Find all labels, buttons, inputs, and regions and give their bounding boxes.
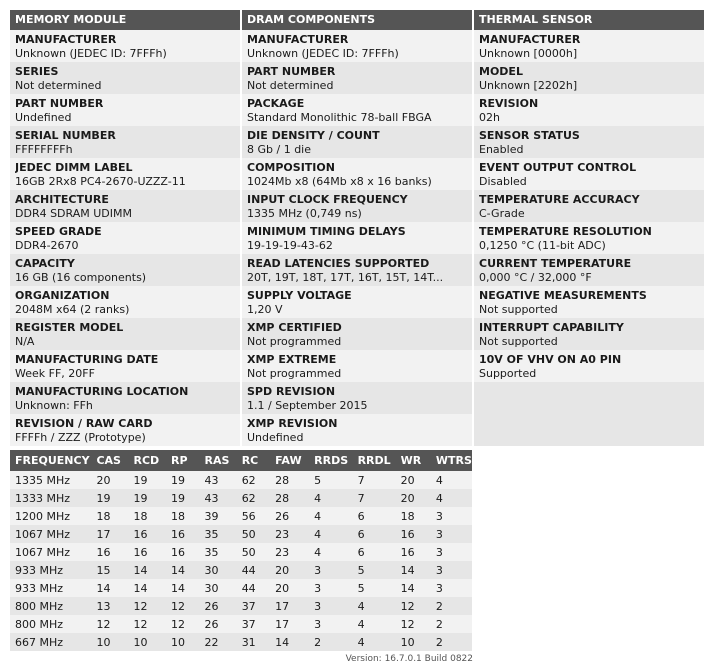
info-row bbox=[474, 350, 704, 382]
info-value: Enabled bbox=[479, 143, 524, 156]
column-header: RC bbox=[237, 450, 270, 471]
table-cell: 10 bbox=[396, 633, 431, 651]
table-cell: 17 bbox=[270, 597, 309, 615]
info-value: Not supported bbox=[479, 335, 558, 348]
table-cell: 23 bbox=[270, 543, 309, 561]
info-label: TEMPERATURE ACCURACY bbox=[479, 193, 640, 206]
memory-module-rows bbox=[10, 30, 240, 446]
info-row bbox=[10, 222, 240, 254]
table-row bbox=[10, 561, 472, 579]
info-label: PART NUMBER bbox=[247, 65, 336, 78]
column-header: RP bbox=[166, 450, 199, 471]
info-value: 2048M x64 (2 ranks) bbox=[15, 303, 130, 316]
table-cell: 20 bbox=[270, 561, 309, 579]
table-cell: 18 bbox=[128, 507, 166, 525]
table-row bbox=[10, 471, 472, 489]
info-label: READ LATENCIES SUPPORTED bbox=[247, 257, 430, 270]
info-value: Not programmed bbox=[247, 335, 342, 348]
table-cell: 16 bbox=[396, 543, 431, 561]
table-cell: 4 bbox=[353, 597, 396, 615]
table-cell: 2 bbox=[309, 633, 352, 651]
info-row bbox=[474, 30, 704, 62]
table-cell: 20 bbox=[91, 471, 128, 489]
info-value: 1,20 V bbox=[247, 303, 283, 316]
table-cell: 12 bbox=[128, 615, 166, 633]
table-cell: 19 bbox=[91, 489, 128, 507]
table-cell: 16 bbox=[128, 525, 166, 543]
column-header: FREQUENCY bbox=[10, 450, 91, 471]
column-header: FAW bbox=[270, 450, 309, 471]
info-label: XMP REVISION bbox=[247, 417, 338, 430]
table-cell: 6 bbox=[353, 507, 396, 525]
column-header: WR bbox=[396, 450, 431, 471]
table-cell: 3 bbox=[431, 507, 472, 525]
table-cell: 19 bbox=[166, 489, 199, 507]
info-row bbox=[10, 318, 240, 350]
table-cell: 4 bbox=[431, 471, 472, 489]
info-label: ARCHITECTURE bbox=[15, 193, 109, 206]
info-value: 0,000 °C / 32,000 °F bbox=[479, 271, 592, 284]
table-cell: 62 bbox=[237, 471, 270, 489]
table-cell: 5 bbox=[309, 471, 352, 489]
version-label: Version: 16.7.0.1 Build 0822 bbox=[345, 654, 473, 664]
table-cell: 4 bbox=[353, 633, 396, 651]
table-cell: 16 bbox=[91, 543, 128, 561]
info-value: FFFFh / ZZZ (Prototype) bbox=[15, 431, 146, 444]
table-cell: 800 MHz bbox=[10, 597, 91, 615]
table-cell: 16 bbox=[166, 543, 199, 561]
timing-table bbox=[10, 450, 472, 651]
table-cell: 4 bbox=[353, 615, 396, 633]
dram-components-rows bbox=[242, 30, 472, 446]
info-row bbox=[10, 350, 240, 382]
thermal-sensor-header: THERMAL SENSOR bbox=[474, 10, 704, 30]
info-label: PART NUMBER bbox=[15, 97, 104, 110]
info-label: JEDEC DIMM LABEL bbox=[15, 161, 133, 174]
info-label: 10V OF VHV ON A0 PIN bbox=[479, 353, 622, 366]
table-cell: 933 MHz bbox=[10, 579, 91, 597]
info-label: MANUFACTURING LOCATION bbox=[15, 385, 189, 398]
table-row bbox=[10, 579, 472, 597]
table-cell: 12 bbox=[91, 615, 128, 633]
table-cell: 6 bbox=[353, 525, 396, 543]
info-label: SPEED GRADE bbox=[15, 225, 102, 238]
table-row bbox=[10, 597, 472, 615]
info-label: ORGANIZATION bbox=[15, 289, 110, 302]
table-cell: 4 bbox=[309, 489, 352, 507]
info-row bbox=[474, 126, 704, 158]
table-cell: 50 bbox=[237, 525, 270, 543]
table-cell: 28 bbox=[270, 471, 309, 489]
info-row bbox=[10, 414, 240, 446]
table-cell: 28 bbox=[270, 489, 309, 507]
info-value: 20T, 19T, 18T, 17T, 16T, 15T, 14T... bbox=[247, 271, 444, 284]
table-cell: 12 bbox=[166, 597, 199, 615]
info-label: MANUFACTURER bbox=[247, 33, 349, 46]
table-cell: 16 bbox=[128, 543, 166, 561]
info-row bbox=[10, 126, 240, 158]
table-cell: 23 bbox=[270, 525, 309, 543]
table-cell: 37 bbox=[237, 597, 270, 615]
table-cell: 20 bbox=[270, 579, 309, 597]
table-cell: 933 MHz bbox=[10, 561, 91, 579]
info-row bbox=[474, 254, 704, 286]
info-value: 16 GB (16 components) bbox=[15, 271, 147, 284]
info-row bbox=[474, 318, 704, 350]
info-value: Disabled bbox=[479, 175, 527, 188]
table-cell: 10 bbox=[166, 633, 199, 651]
table-cell: 14 bbox=[91, 579, 128, 597]
table-row bbox=[10, 633, 472, 651]
column-header: CAS bbox=[91, 450, 128, 471]
info-value: Unknown [2202h] bbox=[479, 79, 578, 92]
info-value: 1.1 / September 2015 bbox=[247, 399, 368, 412]
info-value: 1335 MHz (0,749 ns) bbox=[247, 207, 362, 220]
table-cell: 50 bbox=[237, 543, 270, 561]
table-cell: 37 bbox=[237, 615, 270, 633]
table-row bbox=[10, 615, 472, 633]
table-cell: 7 bbox=[353, 471, 396, 489]
table-cell: 30 bbox=[200, 579, 237, 597]
table-cell: 14 bbox=[128, 561, 166, 579]
info-row bbox=[474, 286, 704, 318]
timing-table-body bbox=[10, 471, 472, 651]
table-cell: 2 bbox=[431, 615, 472, 633]
info-value: 0,1250 °C (11-bit ADC) bbox=[479, 239, 606, 252]
info-row bbox=[10, 382, 240, 414]
table-cell: 31 bbox=[237, 633, 270, 651]
thermal-sensor-rows bbox=[474, 30, 704, 446]
table-cell: 17 bbox=[270, 615, 309, 633]
table-cell: 1333 MHz bbox=[10, 489, 91, 507]
info-row bbox=[10, 62, 240, 94]
info-row bbox=[10, 158, 240, 190]
info-value: Not programmed bbox=[247, 367, 342, 380]
info-row bbox=[242, 190, 472, 222]
table-cell: 1067 MHz bbox=[10, 525, 91, 543]
info-label: PACKAGE bbox=[247, 97, 305, 110]
info-row bbox=[10, 286, 240, 318]
table-cell: 5 bbox=[353, 561, 396, 579]
table-cell: 35 bbox=[200, 543, 237, 561]
table-cell: 39 bbox=[200, 507, 237, 525]
info-label: MANUFACTURER bbox=[479, 33, 581, 46]
column-header: WTRS bbox=[431, 450, 472, 471]
table-cell: 5 bbox=[353, 579, 396, 597]
column-header: RCD bbox=[128, 450, 166, 471]
info-value: Standard Monolithic 78-ball FBGA bbox=[247, 111, 432, 124]
memory-module-panel bbox=[10, 10, 240, 446]
table-cell: 18 bbox=[166, 507, 199, 525]
table-cell: 800 MHz bbox=[10, 615, 91, 633]
info-row bbox=[474, 222, 704, 254]
info-row bbox=[474, 158, 704, 190]
timing-table-header bbox=[10, 450, 472, 471]
table-cell: 43 bbox=[200, 489, 237, 507]
table-cell: 16 bbox=[396, 525, 431, 543]
table-cell: 3 bbox=[309, 597, 352, 615]
dram-components-panel bbox=[242, 10, 472, 446]
info-label: REVISION / RAW CARD bbox=[15, 417, 153, 430]
table-cell: 10 bbox=[128, 633, 166, 651]
thermal-sensor-panel bbox=[474, 10, 704, 446]
info-value: Undefined bbox=[15, 111, 72, 124]
info-label: MANUFACTURER bbox=[15, 33, 117, 46]
info-value: FFFFFFFFh bbox=[15, 143, 73, 156]
table-cell: 35 bbox=[200, 525, 237, 543]
info-label: XMP CERTIFIED bbox=[247, 321, 342, 334]
info-label: MANUFACTURING DATE bbox=[15, 353, 159, 366]
table-cell: 14 bbox=[166, 579, 199, 597]
table-cell: 14 bbox=[270, 633, 309, 651]
table-cell: 1335 MHz bbox=[10, 471, 91, 489]
table-cell: 16 bbox=[166, 525, 199, 543]
info-value: Supported bbox=[479, 367, 537, 380]
info-label: INPUT CLOCK FREQUENCY bbox=[247, 193, 408, 206]
table-cell: 12 bbox=[128, 597, 166, 615]
info-value: DDR4 SDRAM UDIMM bbox=[15, 207, 132, 220]
info-row bbox=[242, 350, 472, 382]
info-value: Unknown (JEDEC ID: 7FFFh) bbox=[15, 47, 167, 60]
info-label: MODEL bbox=[479, 65, 523, 78]
info-row bbox=[10, 254, 240, 286]
table-cell: 56 bbox=[237, 507, 270, 525]
table-cell: 4 bbox=[309, 543, 352, 561]
info-label: CURRENT TEMPERATURE bbox=[479, 257, 632, 270]
info-label: MINIMUM TIMING DELAYS bbox=[247, 225, 406, 238]
info-value: 1024Mb x8 (64Mb x8 x 16 banks) bbox=[247, 175, 432, 188]
table-row bbox=[10, 525, 472, 543]
table-cell: 3 bbox=[309, 561, 352, 579]
table-cell: 62 bbox=[237, 489, 270, 507]
table-cell: 10 bbox=[91, 633, 128, 651]
info-value: C-Grade bbox=[479, 207, 525, 220]
table-cell: 14 bbox=[128, 579, 166, 597]
table-cell: 17 bbox=[91, 525, 128, 543]
info-label: SERIES bbox=[15, 65, 59, 78]
info-label: SPD REVISION bbox=[247, 385, 336, 398]
info-label: REGISTER MODEL bbox=[15, 321, 124, 334]
info-label: COMPOSITION bbox=[247, 161, 335, 174]
table-cell: 4 bbox=[309, 525, 352, 543]
panel-filler bbox=[474, 382, 704, 446]
info-value: 19-19-19-43-62 bbox=[247, 239, 333, 252]
info-label: EVENT OUTPUT CONTROL bbox=[479, 161, 637, 174]
info-row bbox=[474, 62, 704, 94]
info-row bbox=[242, 158, 472, 190]
table-cell: 12 bbox=[166, 615, 199, 633]
info-value: 16GB 2Rx8 PC4-2670-UZZZ-11 bbox=[15, 175, 186, 188]
table-cell: 22 bbox=[200, 633, 237, 651]
info-value: Not supported bbox=[479, 303, 558, 316]
info-value: Unknown (JEDEC ID: 7FFFh) bbox=[247, 47, 399, 60]
info-row bbox=[474, 94, 704, 126]
info-value: Week FF, 20FF bbox=[15, 367, 95, 380]
info-row bbox=[10, 30, 240, 62]
table-cell: 2 bbox=[431, 597, 472, 615]
info-row bbox=[242, 414, 472, 446]
table-cell: 26 bbox=[270, 507, 309, 525]
info-row bbox=[242, 62, 472, 94]
table-cell: 3 bbox=[309, 579, 352, 597]
table-cell: 44 bbox=[237, 561, 270, 579]
info-value: Not determined bbox=[247, 79, 334, 92]
table-cell: 3 bbox=[431, 543, 472, 561]
table-cell: 20 bbox=[396, 471, 431, 489]
table-cell: 3 bbox=[431, 525, 472, 543]
table-cell: 14 bbox=[396, 561, 431, 579]
info-value: Not determined bbox=[15, 79, 102, 92]
info-row bbox=[10, 94, 240, 126]
info-row bbox=[242, 382, 472, 414]
table-cell: 3 bbox=[309, 615, 352, 633]
table-row bbox=[10, 543, 472, 561]
table-cell: 43 bbox=[200, 471, 237, 489]
info-row bbox=[10, 190, 240, 222]
info-row bbox=[242, 254, 472, 286]
info-label: DIE DENSITY / COUNT bbox=[247, 129, 380, 142]
info-label: SUPPLY VOLTAGE bbox=[247, 289, 352, 302]
table-cell: 30 bbox=[200, 561, 237, 579]
info-row bbox=[242, 126, 472, 158]
table-cell: 1200 MHz bbox=[10, 507, 91, 525]
table-cell: 667 MHz bbox=[10, 633, 91, 651]
info-row bbox=[242, 222, 472, 254]
table-row bbox=[10, 489, 472, 507]
info-label: XMP EXTREME bbox=[247, 353, 337, 366]
table-row bbox=[10, 507, 472, 525]
info-label: REVISION bbox=[479, 97, 539, 110]
table-cell: 7 bbox=[353, 489, 396, 507]
table-cell: 44 bbox=[237, 579, 270, 597]
table-cell: 4 bbox=[309, 507, 352, 525]
info-value: 8 Gb / 1 die bbox=[247, 143, 312, 156]
info-value: Unknown [0000h] bbox=[479, 47, 578, 60]
info-label: CAPACITY bbox=[15, 257, 75, 270]
table-cell: 20 bbox=[396, 489, 431, 507]
info-value: 02h bbox=[479, 111, 500, 124]
table-cell: 14 bbox=[166, 561, 199, 579]
dram-components-header: DRAM COMPONENTS bbox=[242, 10, 472, 30]
table-cell: 3 bbox=[431, 579, 472, 597]
info-label: SERIAL NUMBER bbox=[15, 129, 116, 142]
table-cell: 18 bbox=[91, 507, 128, 525]
table-cell: 6 bbox=[353, 543, 396, 561]
table-cell: 18 bbox=[396, 507, 431, 525]
info-label: TEMPERATURE RESOLUTION bbox=[479, 225, 652, 238]
table-cell: 12 bbox=[396, 615, 431, 633]
column-header: RRDS bbox=[309, 450, 352, 471]
info-label: NEGATIVE MEASUREMENTS bbox=[479, 289, 647, 302]
info-row bbox=[474, 190, 704, 222]
column-header: RAS bbox=[200, 450, 237, 471]
info-value: N/A bbox=[15, 335, 35, 348]
info-label: INTERRUPT CAPABILITY bbox=[479, 321, 624, 334]
table-cell: 19 bbox=[166, 471, 199, 489]
info-row bbox=[242, 286, 472, 318]
table-cell: 1067 MHz bbox=[10, 543, 91, 561]
info-label: SENSOR STATUS bbox=[479, 129, 580, 142]
table-cell: 2 bbox=[431, 633, 472, 651]
table-cell: 19 bbox=[128, 471, 166, 489]
table-cell: 13 bbox=[91, 597, 128, 615]
memory-module-header: MEMORY MODULE bbox=[10, 10, 240, 30]
table-cell: 26 bbox=[200, 597, 237, 615]
table-cell: 4 bbox=[431, 489, 472, 507]
table-cell: 15 bbox=[91, 561, 128, 579]
info-row bbox=[242, 30, 472, 62]
table-cell: 12 bbox=[396, 597, 431, 615]
table-cell: 19 bbox=[128, 489, 166, 507]
info-value: Undefined bbox=[247, 431, 304, 444]
info-row bbox=[242, 94, 472, 126]
info-value: Unknown: FFh bbox=[15, 399, 93, 412]
info-row bbox=[242, 318, 472, 350]
table-cell: 14 bbox=[396, 579, 431, 597]
table-cell: 26 bbox=[200, 615, 237, 633]
table-cell: 3 bbox=[431, 561, 472, 579]
info-value: DDR4-2670 bbox=[15, 239, 79, 252]
column-header: RRDL bbox=[353, 450, 396, 471]
